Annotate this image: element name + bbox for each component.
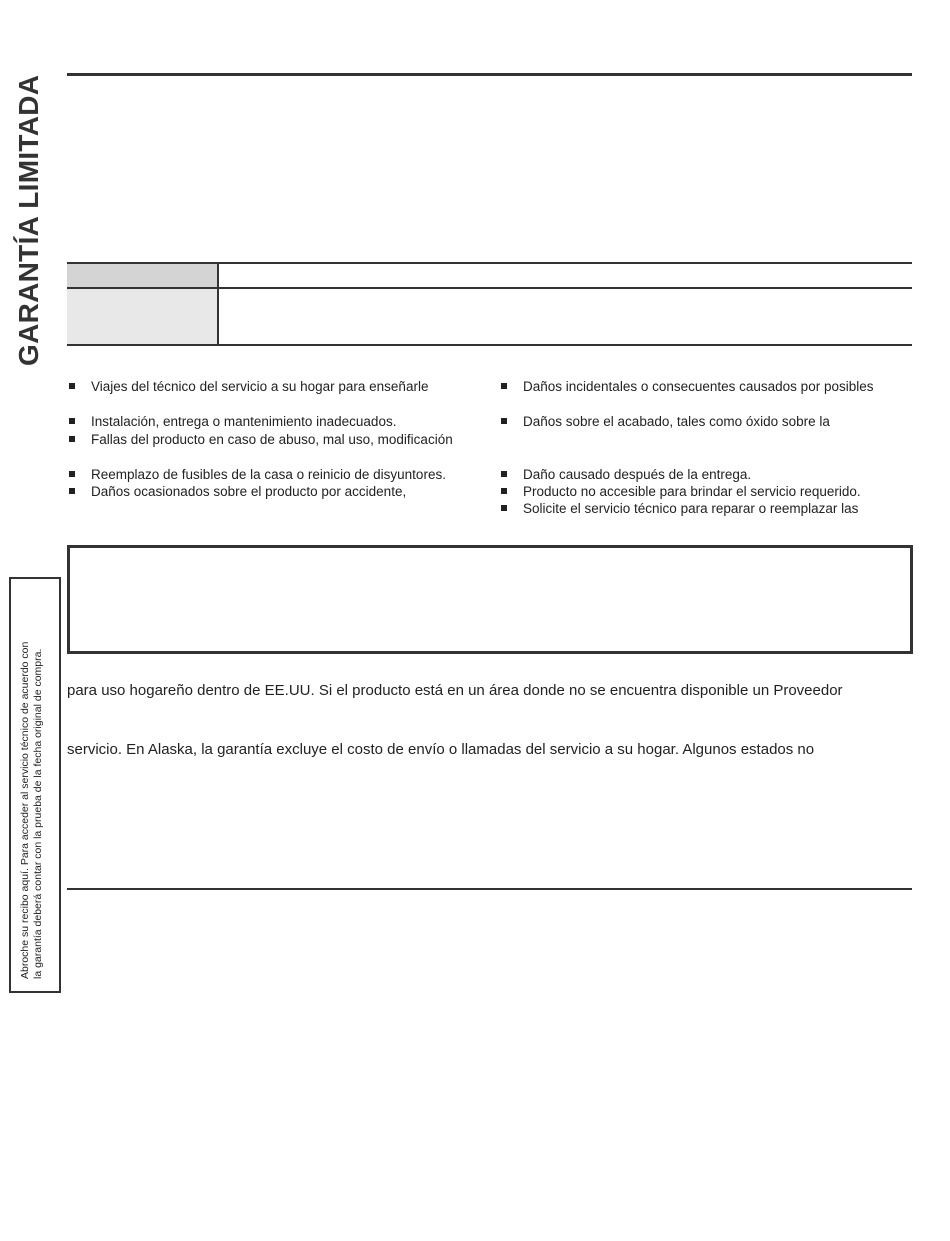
exclusion-item: Fallas del producto en caso de abuso, mal uso, modificación	[69, 431, 453, 448]
exclusion-item: Daños sobre el acabado, tales como óxido sobre la	[501, 413, 830, 430]
coverage-text-line: servicio. En Alaska, la garantía excluye el costo de envío o llamadas del servicio a su hogar. Algunos estados no	[67, 741, 815, 758]
bullet-square-icon	[69, 418, 75, 424]
bottom-divider	[67, 888, 912, 890]
exclusion-item: Daños incidentales o consecuentes causados por posibles	[501, 378, 873, 395]
receipt-stub-line: la garantía deberá contar con la prueba de la fecha original de compra.	[32, 648, 44, 979]
exclusion-item: Reemplazo de fusibles de la casa o reinicio de disyuntores.	[69, 466, 446, 483]
table-bottom-rule	[67, 344, 912, 346]
exclusion-item: Instalación, entrega o mantenimiento inadecuados.	[69, 413, 396, 430]
bullet-square-icon	[501, 505, 507, 511]
receipt-stub-line: Abroche su recibo aquí. Para acceder al servicio técnico de acuerdo con	[19, 641, 31, 979]
bullet-square-icon	[69, 436, 75, 442]
bullet-square-icon	[501, 418, 507, 424]
exclusion-item: Producto no accesible para brindar el servicio requerido.	[501, 483, 861, 500]
exclusion-item: Daños ocasionados sobre el producto por accidente,	[69, 483, 406, 500]
page-side-title: GARANTÍA LIMITADA	[13, 74, 44, 366]
bullet-square-icon	[69, 383, 75, 389]
table-header-cell	[67, 264, 217, 287]
table-column-divider	[217, 262, 219, 346]
bullet-square-icon	[69, 488, 75, 494]
notice-box	[67, 545, 913, 654]
coverage-text-line: para uso hogareño dentro de EE.UU. Si el producto está en un área donde no se encuentra disponible un Proveedor	[67, 682, 843, 699]
bullet-square-icon	[501, 488, 507, 494]
top-divider	[67, 73, 912, 76]
table-label-cell	[67, 289, 217, 344]
receipt-stub-text	[19, 589, 45, 979]
bullet-square-icon	[501, 471, 507, 477]
exclusion-item: Daño causado después de la entrega.	[501, 466, 751, 483]
exclusion-item: Solicite el servicio técnico para reparar o reemplazar las	[501, 500, 858, 517]
bullet-square-icon	[69, 471, 75, 477]
exclusion-item: Viajes del técnico del servicio a su hogar para enseñarle	[69, 378, 428, 395]
bullet-square-icon	[501, 383, 507, 389]
warranty-table	[67, 262, 912, 347]
